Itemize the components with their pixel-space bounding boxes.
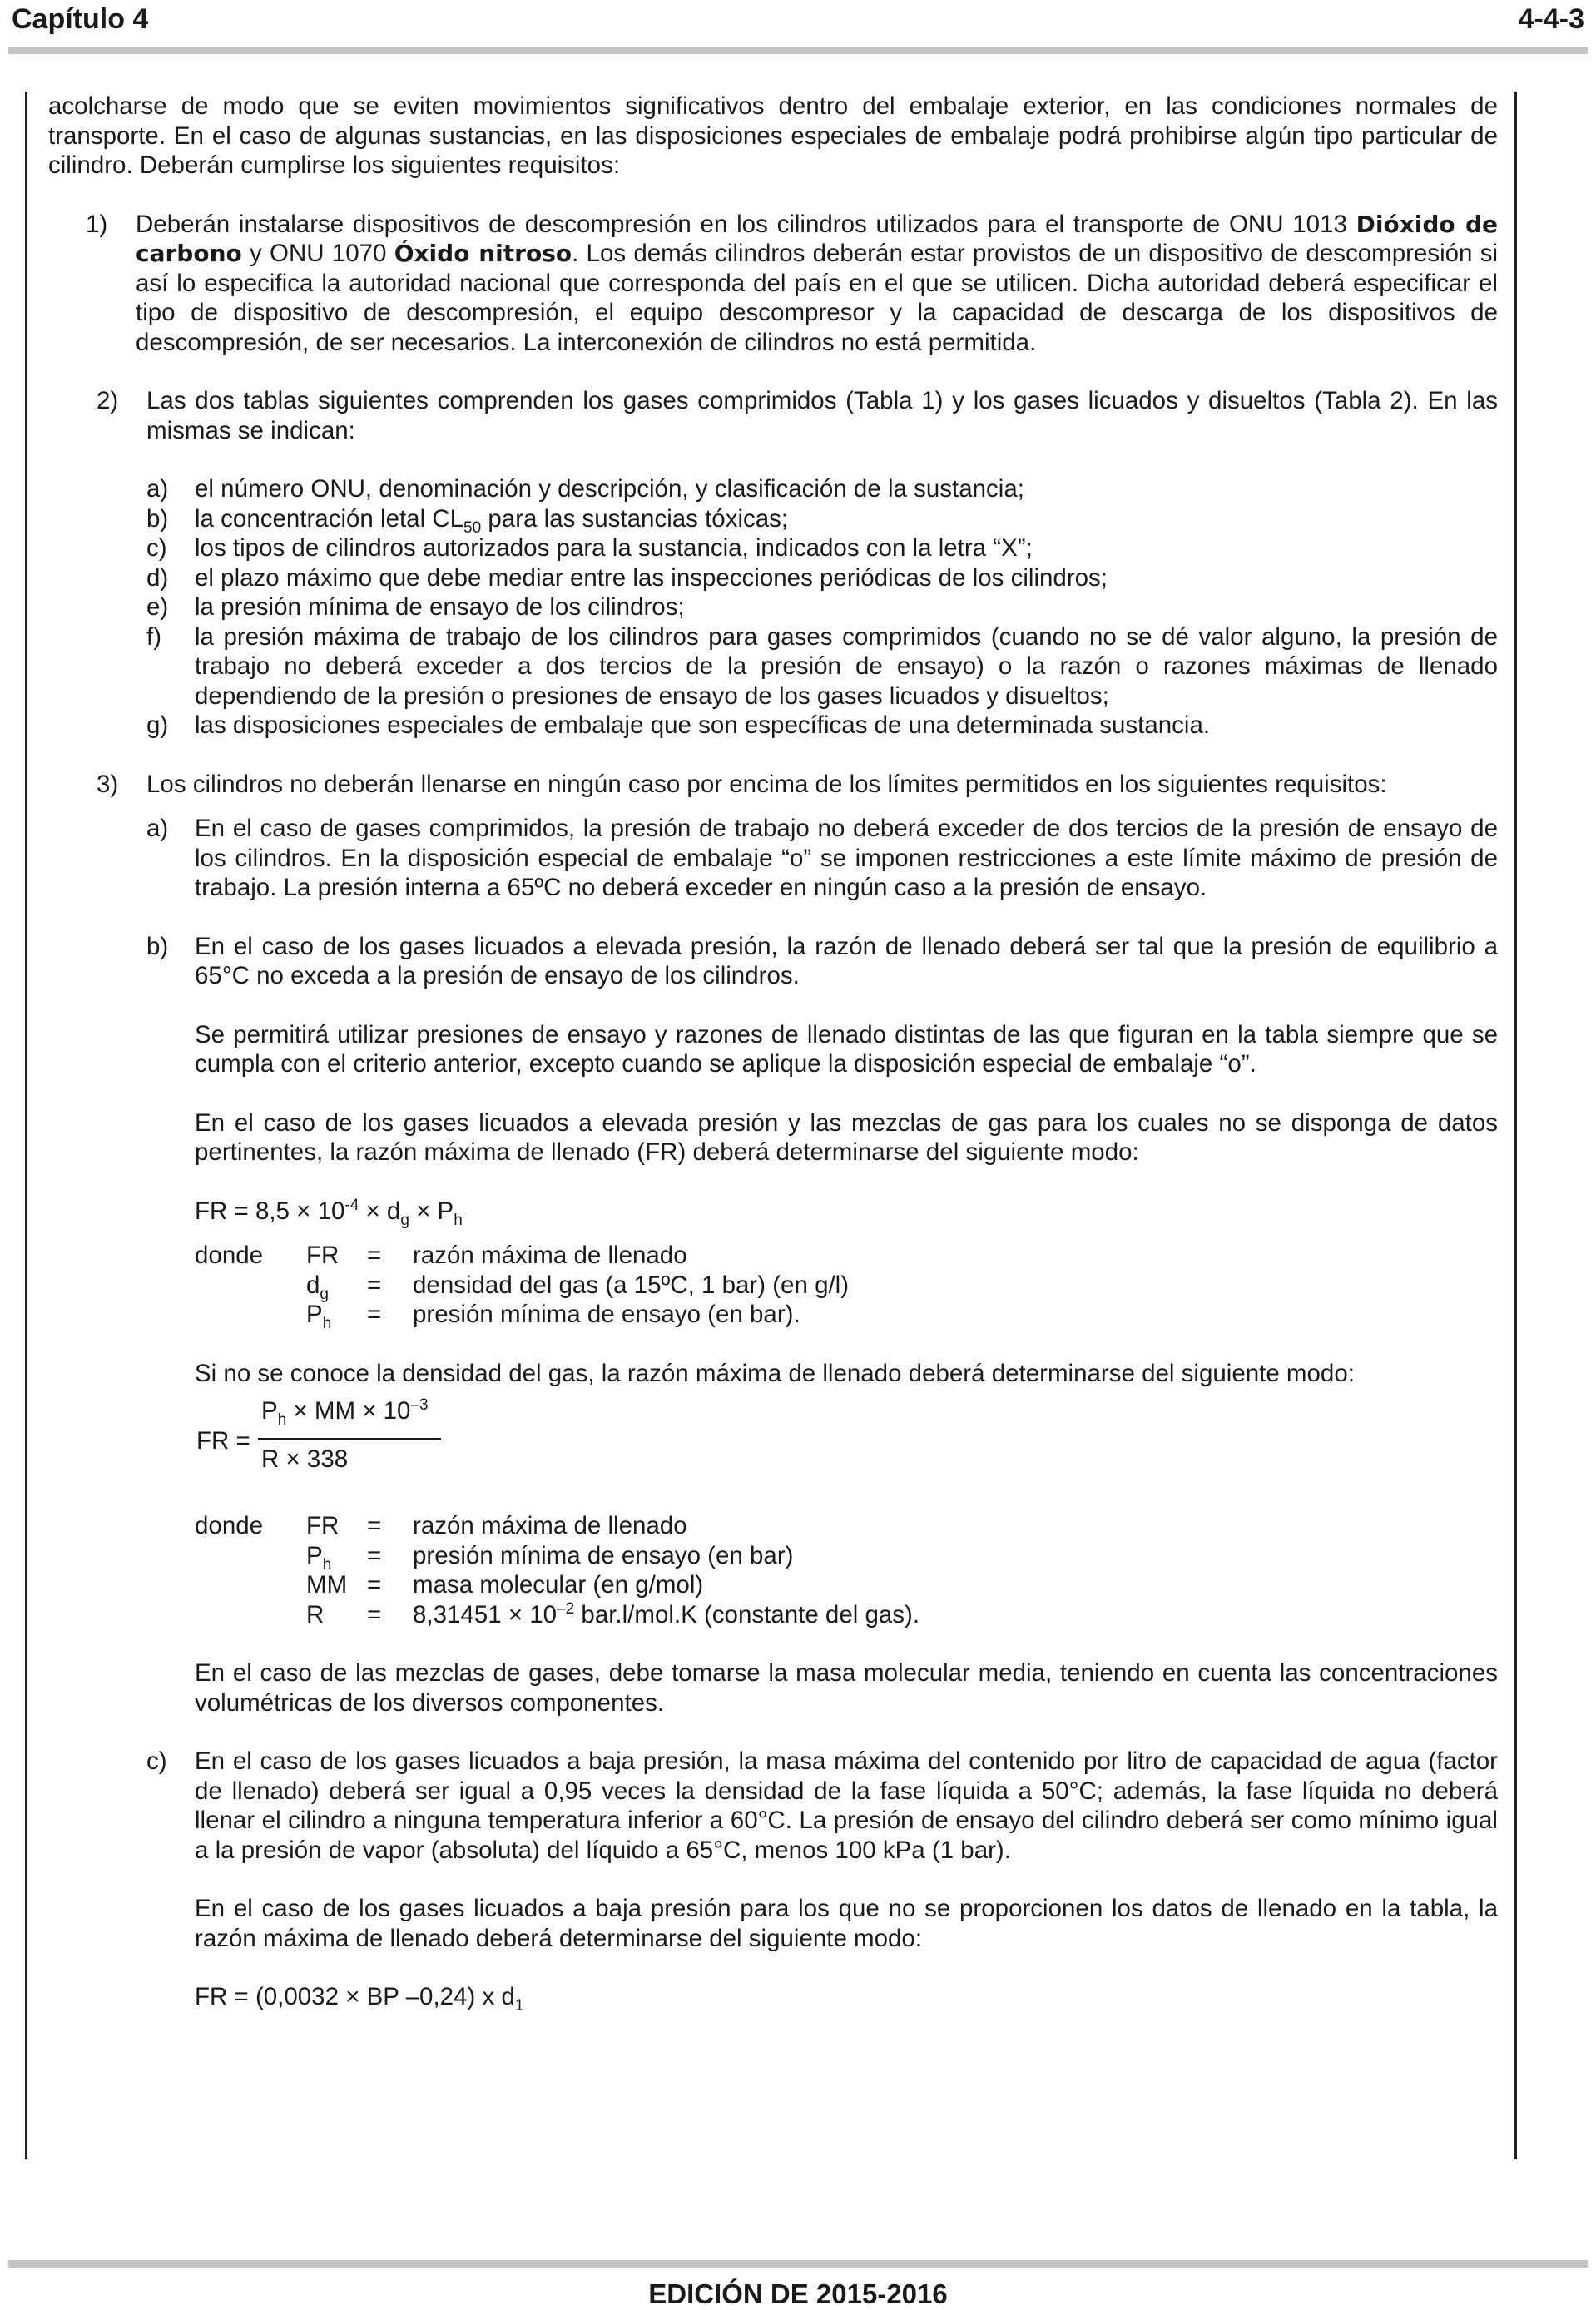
item-2-list	[48, 474, 1498, 741]
item-3b-paragraph-5: En el caso de las mezclas de gases, debe tomarse la masa molecular media, teniendo en cuenta las concentraciones volumétricas de los diversos componentes.	[195, 1659, 1498, 1717]
item-3b-paragraph-4: Si no se conoce la densidad del gas, la razón máxima de llenado deberá determinarse del siguiente modo:	[195, 1359, 1355, 1387]
definitions-2	[48, 1511, 1498, 1629]
substance-co2: Dióxido de carbono	[136, 210, 1498, 267]
item-1	[48, 210, 1498, 358]
definition-row: R = $8,31451 \times 10^{-2}$ bar.l/mol.K (constante del gas).	[306, 1599, 920, 1628]
definition-row: $P_h$ = presión mínima de ensayo (en bar).	[306, 1301, 800, 1332]
document-body	[48, 92, 1498, 2015]
definition-row: donde FR = razón máxima de llenado	[195, 1242, 687, 1269]
fraction-bar	[258, 1438, 441, 1440]
formula-fr-2: FR = $P_h$ × MM × $10^{-3}$ R × 338	[196, 1403, 1498, 1496]
list-item: g) las disposiciones especiales de embalaje que son específicas de una determinada sustancia.	[146, 711, 1211, 739]
substance-n2o: Óxido nitroso	[394, 240, 572, 267]
definitions-1	[48, 1241, 1498, 1330]
page-number: 4-4-3	[1518, 3, 1584, 35]
page-header	[0, 0, 1596, 58]
definition-row: donde FR = razón máxima de llenado	[195, 1512, 687, 1539]
intro-paragraph: acolcharse de modo que se eviten movimientos significativos dentro del embalaje exterior, en las condiciones normales de transporte. En el caso de algunas sustancias, en las disposiciones especiales de embalaje podrá prohibirse algún tipo particular de cilindro. Deberán cumplirse los siguientes requisitos:	[48, 92, 1498, 179]
item-3b-paragraph-2: Se permitirá utilizar presiones de ensayo y razones de llenado distintas de las que figuran en la tabla siempre que se cumpla con el criterio anterior, excepto cuando se aplique la disposición especial de embalaje “o”.	[195, 1020, 1498, 1078]
formula-fr-1: FR = $8,5 \times 10^{-4} \times d_g \times P_h$	[195, 1196, 463, 1229]
item-3-text: Los cilindros no deberán llenarse en ningún caso por encima de los límites permitidos en los siguientes requisitos:	[146, 770, 1387, 798]
list-item: c) los tipos de cilindros autorizados para la sustancia, indicados con la letra “X”;	[146, 534, 1033, 562]
definition-row: $P_h$ = presión mínima de ensayo (en bar)	[306, 1541, 794, 1574]
list-item: f) la presión máxima de trabajo de los cilindros para gases comprimidos (cuando no se dé valor alguno, la presión de trabajo no deberá exceder a dos tercios de la presión de ensayo) o la razón o razones máximas de llenado dependiendo de la presión o presiones de ensayo de los gases licuados y disueltos;	[146, 622, 1498, 710]
list-item: e) la presión mínima de ensayo de los cilindros;	[146, 593, 685, 621]
item-number: 3)	[97, 770, 119, 798]
chapter-title: Capítulo 4	[12, 3, 149, 35]
item-2	[48, 386, 1498, 445]
list-item: b) la concentración letal $CL_{50}$ para las sustancias tóxicas;	[146, 504, 789, 537]
list-item: d) el plazo máximo que debe mediar entre las inspecciones periódicas de los cilindros;	[146, 563, 1108, 592]
item-1-text: Deberán instalarse dispositivos de descompresión en los cilindros utilizados para el transporte de ONU 1013 Dióxido de carbono y ONU 1070 Óxido nitroso. Los demás cilindros deberán estar provistos de un dispositivo de descompresión si así lo especifica la autoridad nacional que corresponda del país en el que se utilicen. Dicha autoridad deberá especificar el tipo de dispositivo de descompresión, el equipo descompresor y la capacidad de descarga de los dispositivos de descompresión, de ser necesarios. La interconexión de cilindros no está permitida.	[136, 210, 1498, 356]
formula-denominator: R × 338	[261, 1445, 349, 1473]
item-3b: b) En el caso de los gases licuados a elevada presión, la razón de llenado deberá ser tal que la presión de equilibrio a 65°C no exceda a la presión de ensayo de los cilindros.	[146, 932, 1498, 989]
item-3	[48, 770, 1498, 800]
item-number: 2)	[97, 387, 119, 414]
header-rule	[8, 47, 1588, 54]
item-3b-paragraph-3: En el caso de los gases licuados a elevada presión y las mezclas de gas para los cuales no se disponga de datos pertinentes, la razón máxima de llenado (FR) deberá determinarse del siguiente modo:	[195, 1108, 1498, 1166]
right-margin-bar	[1514, 92, 1517, 2159]
item-3a: a) En el caso de gases comprimidos, la presión de trabajo no deberá exceder de dos tercios de la presión de ensayo de los cilindros. En la disposición especial de embalaje “o” se imponen restricciones a este límite máximo de presión de trabajo. La presión interna a 65ºC no deberá exceder en ningún caso a la presión de ensayo.	[146, 815, 1498, 901]
formula-fr-3: FR = (0,0032 × BP –0,24) x $d_1$	[195, 1983, 524, 2015]
item-2-text: Las dos tablas siguientes comprenden los gases comprimidos (Tabla 1) y los gases licuados y disueltos (Tabla 2). En las mismas se indican:	[146, 387, 1498, 444]
list-item: a) el número ONU, denominación y descripción, y clasificación de la sustancia;	[146, 475, 1024, 503]
left-margin-bar	[25, 92, 27, 2159]
item-number: 1)	[86, 210, 108, 238]
definition-row: $d_g$ = densidad del gas (a 15ºC, 1 bar) (en g/l)	[306, 1271, 850, 1303]
footer-rule	[8, 2260, 1588, 2268]
definition-row: MM = masa molecular (en g/mol)	[306, 1571, 704, 1599]
formula-numerator: $P_h$ × MM × $10^{-3}$	[261, 1396, 429, 1429]
item-3c: c) En el caso de los gases licuados a baja presión, la masa máxima del contenido por litro de capacidad de agua (factor de llenado) deberá ser igual a 0,95 veces la densidad de la fase líquida a 50°C; además, la fase líquida no deberá llenar el cilindro a ninguna temperatura inferior a 60°C. La presión de ensayo del cilindro deberá ser como mínimo igual a la presión de vapor (absoluta) del líquido a 65°C, menos 100 kPa (1 bar).	[146, 1747, 1498, 1864]
footer-edition: EDICIÓN DE 2015-2016	[648, 2278, 948, 2309]
item-3c-paragraph-2: En el caso de los gases licuados a baja presión para los que no se proporcionen los datos de llenado en la tabla, la razón máxima de llenado deberá determinarse del siguiente modo:	[195, 1895, 1498, 1952]
